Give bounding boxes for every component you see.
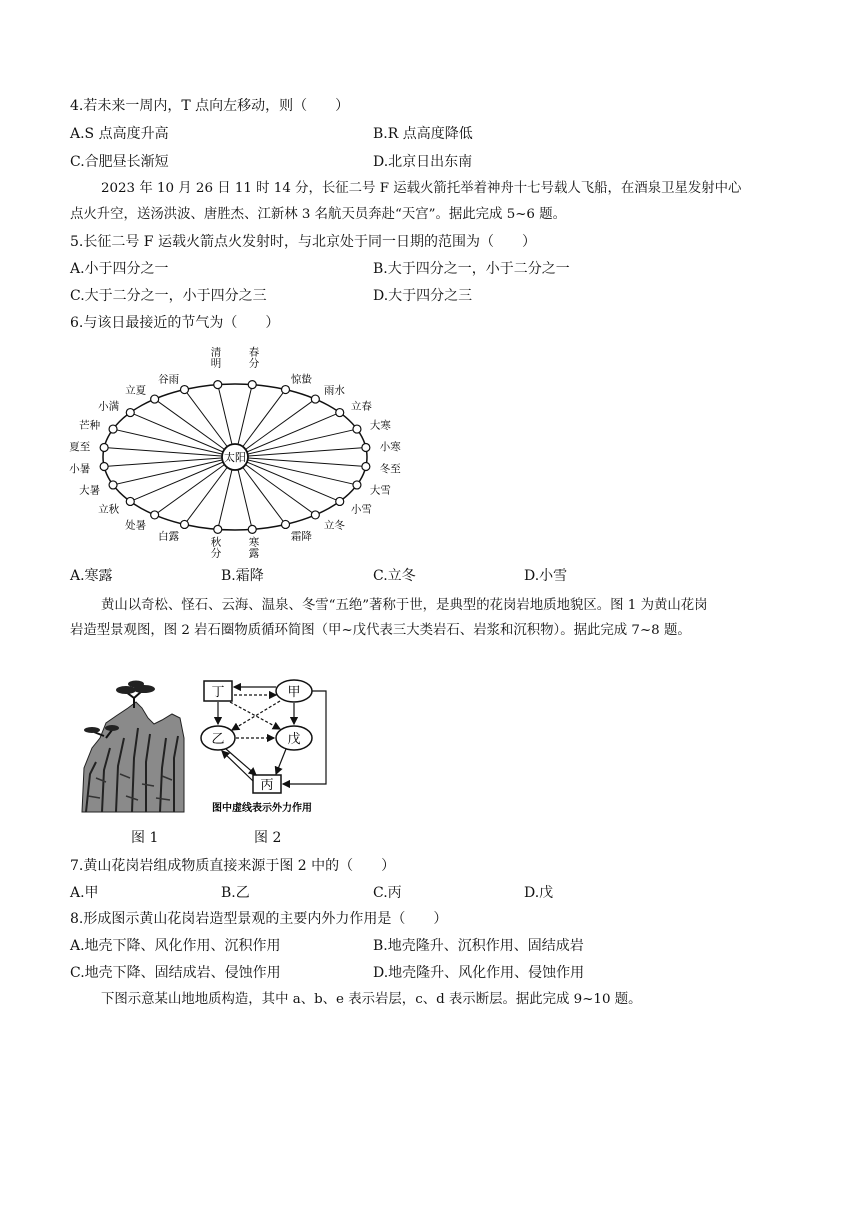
term-node-21: [311, 395, 319, 403]
intro78-line1: 黄山以奇松、怪石、云海、温泉、冬雪“五绝”著称于世，是典型的花岗岩地质地貌区。图 1 为黄山花岗: [101, 598, 708, 613]
term-node-3: [126, 409, 134, 417]
term-label-19: 大寒: [369, 419, 391, 432]
term-label-13: 霜降: [290, 530, 312, 543]
node-yi-label: 乙: [211, 732, 225, 747]
term-label-4: 芒种: [79, 419, 101, 432]
term-label-23: 春分: [248, 346, 260, 370]
caption-fig2: 图 2: [254, 830, 282, 846]
q6-option-a: A.寒露: [70, 568, 113, 584]
term-node-23: [248, 381, 256, 389]
term-label-1: 谷雨: [158, 373, 180, 386]
term-node-11: [214, 525, 222, 533]
rock-cycle-note: 图中虚线表示外力作用: [212, 803, 312, 814]
q6-option-b: B.霜降: [221, 568, 264, 584]
arrow-wu-bing: [276, 749, 286, 774]
q7-option-c: C.丙: [373, 885, 402, 901]
q8-option-b: B.地壳隆升、沉积作用、固结成岩: [373, 938, 584, 954]
term-label-18: 小寒: [379, 440, 401, 453]
term-label-3: 小满: [98, 400, 120, 413]
term-node-19: [353, 425, 361, 433]
term-node-10: [180, 520, 188, 528]
term-label-14: 立冬: [323, 519, 345, 532]
node-jia-label: 甲: [287, 685, 301, 700]
term-node-9: [151, 511, 159, 519]
q5-stem: 5.长征二号 F 运载火箭点火发射时，与北京处于同一日期的范围为（ ）: [70, 234, 536, 250]
q6-option-d: D.小雪: [524, 568, 568, 584]
q8-option-a: A.地壳下降、风化作用、沉积作用: [70, 938, 281, 954]
term-node-20: [336, 409, 344, 417]
term-node-17: [362, 463, 370, 471]
term-label-11: 秋分: [210, 536, 222, 560]
solar-terms-diagram: [69, 346, 401, 560]
q4-option-c: C.合肥昼长渐短: [70, 154, 169, 170]
term-node-5: [100, 443, 108, 451]
node-ding-label: 丁: [211, 685, 225, 700]
q4-option-d: D.北京日出东南: [373, 154, 473, 170]
term-label-5: 夏至: [69, 440, 91, 453]
term-node-2: [151, 395, 159, 403]
term-label-20: 立春: [350, 400, 372, 413]
q5-option-a: A.小于四分之一: [70, 261, 169, 277]
term-label-6: 小暑: [69, 463, 91, 476]
arrow-jia-yi: [232, 701, 280, 730]
q4-option-b: B.R 点高度降低: [373, 126, 473, 142]
node-wu-label: 戊: [287, 732, 301, 747]
term-node-6: [100, 463, 108, 471]
q5-option-b: B.大于四分之一，小于二分之一: [373, 261, 570, 277]
intro78-line2: 岩造型景观图，图 2 岩石圈物质循环简图（甲~戊代表三大类岩石、岩浆和沉积物）。据此完成 7~8 题。: [70, 623, 691, 638]
caption-fig1: 图 1: [131, 830, 159, 846]
q4-option-a: A.S 点高度升高: [70, 126, 169, 142]
q7-option-b: B.乙: [221, 885, 250, 901]
term-node-13: [282, 520, 290, 528]
term-node-8: [126, 497, 134, 505]
q8-option-c: C.地壳下降、固结成岩、侵蚀作用: [70, 965, 281, 981]
term-label-8: 立秋: [98, 503, 120, 516]
q6-stem: 6.与该日最接近的节气为（ ）: [70, 315, 280, 331]
rock-cycle-diagram: [198, 675, 348, 820]
q7-option-d: D.戊: [524, 885, 554, 901]
q7-stem: 7.黄山花岗岩组成物质直接来源于图 2 中的（ ）: [70, 858, 396, 874]
q8-stem: 8.形成图示黄山花岗岩造型景观的主要内外力作用是（ ）: [70, 911, 448, 927]
q7-option-a: A.甲: [70, 885, 99, 901]
q6-option-c: C.立冬: [373, 568, 416, 584]
term-node-22: [282, 386, 290, 394]
node-bing-label: 丙: [260, 778, 274, 793]
term-node-12: [248, 525, 256, 533]
term-node-0: [214, 381, 222, 389]
intro56-line2: 点火升空，送汤洪波、唐胜杰、江新林 3 名航天员奔赴“天宫”。据此完成 5~6 题。: [70, 207, 566, 222]
term-label-9: 处暑: [125, 519, 147, 532]
intro910-line1: 下图示意某山地地质构造，其中 a、b、e 表示岩层，c、d 表示断层。据此完成 9~10 题。: [101, 992, 642, 1007]
term-label-0: 清明: [210, 346, 222, 370]
arrow-bing-yi: [222, 751, 253, 781]
term-label-10: 白露: [158, 530, 180, 543]
sun-label: 太阳: [224, 451, 246, 464]
term-node-14: [311, 511, 319, 519]
term-node-16: [353, 481, 361, 489]
huangshan-granite-photo: [76, 678, 186, 813]
q4-stem: 4.若未来一周内，T 点向左移动，则（ ）: [70, 98, 350, 114]
term-node-4: [109, 425, 117, 433]
arrow-ding-wu: [230, 702, 280, 729]
intro56-line1: 2023 年 10 月 26 日 11 时 14 分，长征二号 F 运载火箭托举着神舟十七号载人飞船，在酒泉卫星发射中心: [101, 181, 742, 196]
q5-option-d: D.大于四分之三: [373, 288, 473, 304]
term-label-22: 惊蛰: [290, 373, 312, 386]
term-node-7: [109, 481, 117, 489]
term-label-16: 大雪: [369, 484, 391, 497]
term-label-2: 立夏: [125, 384, 147, 397]
term-node-15: [336, 497, 344, 505]
term-label-15: 小雪: [350, 503, 372, 516]
q8-option-d: D.地壳隆升、风化作用、侵蚀作用: [373, 965, 585, 981]
term-label-21: 雨水: [323, 384, 345, 397]
term-label-17: 冬至: [379, 463, 401, 476]
arrow-yi-bing: [226, 749, 256, 775]
term-label-7: 大暑: [79, 484, 101, 497]
q5-option-c: C.大于二分之一，小于四分之三: [70, 288, 267, 304]
term-node-1: [180, 386, 188, 394]
term-label-12: 寒露: [248, 536, 260, 560]
term-node-18: [362, 443, 370, 451]
